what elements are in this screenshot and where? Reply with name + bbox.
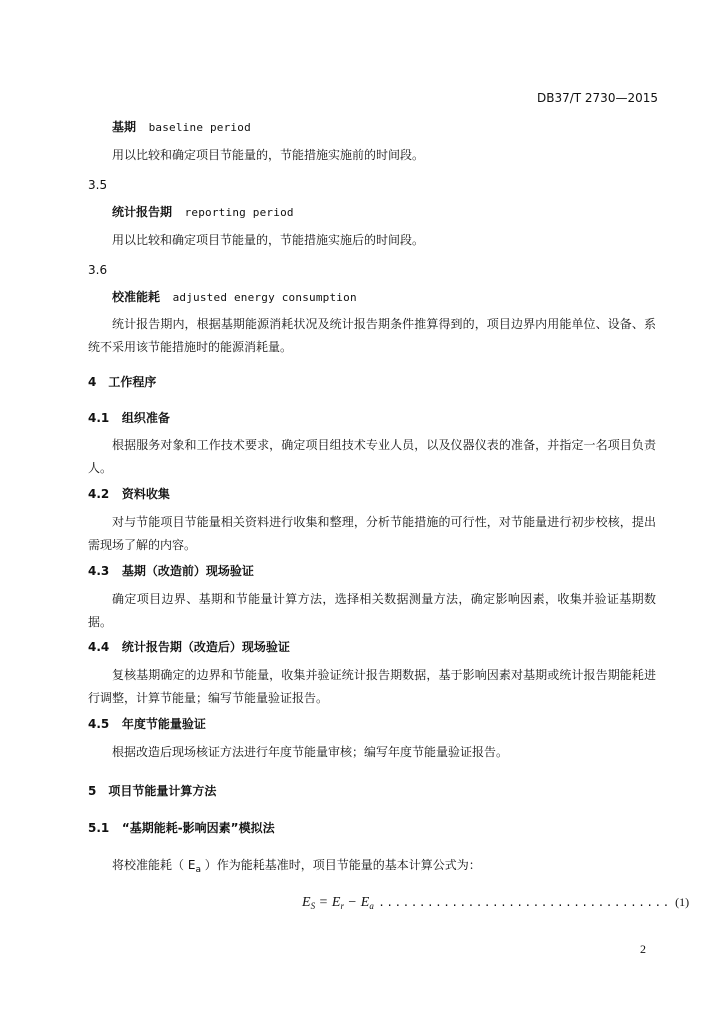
formula-subscript: S xyxy=(310,901,316,911)
clause-title: 资料收集 xyxy=(121,487,170,501)
clause-heading xyxy=(88,820,275,836)
term-adjusted-definition: 统计报告期内，根据基期能源消耗状况及统计报告期条件推算得到的，项目边界内用能单位、设备、系统不采用该节能措施时的能源消耗量。 xyxy=(88,317,656,354)
clause-title: 年度节能量验证 xyxy=(121,717,206,731)
clause-body: 对与节能项目节能量相关资料进行收集和整理，分析节能措施的可行性，对节能量进行初步校核，提出需现场了解的内容。 xyxy=(88,515,656,552)
term-title-en: reporting period xyxy=(184,206,294,219)
clause-heading xyxy=(88,410,170,426)
term-baseline-definition: 用以比较和确定项目节能量的，节能措施实施前的时间段。 xyxy=(112,148,425,162)
section-heading: 4 工作程序 xyxy=(88,375,157,389)
clause-number: 4.1 xyxy=(88,411,110,425)
formula-symbol: E xyxy=(360,895,370,910)
formula-line xyxy=(302,892,689,913)
clause-number: 4.2 xyxy=(88,487,110,501)
formula-subscript: r xyxy=(340,901,344,911)
formula-symbol: E xyxy=(331,895,341,910)
term-title-zh: 统计报告期 xyxy=(112,205,173,219)
clause-heading xyxy=(88,486,170,502)
clause-number: 4.4 xyxy=(88,640,110,654)
formula-leader-dots: .................................... xyxy=(378,896,671,909)
clause-body: 复核基期确定的边界和节能量，收集并验证统计报告期数据，基于影响因素对基期或统计报告期能耗进行调整，计算节能量；编写节能量验证报告。 xyxy=(88,668,656,705)
formula-number: (1) xyxy=(675,895,690,909)
term-title-zh: 校准能耗 xyxy=(112,290,161,304)
symbol: E xyxy=(187,858,196,872)
intro-text: 将校准能耗（ xyxy=(112,858,185,872)
formula-operator: − xyxy=(348,895,357,910)
symbol-subscript: a xyxy=(195,865,201,875)
clause-body: 确定项目边界、基期和节能量计算方法，选择相关数据测量方法，确定影响因素，收集并验证基期数据。 xyxy=(88,592,656,629)
clause-title: 基期（改造前）现场验证 xyxy=(121,564,254,578)
clause-heading xyxy=(88,563,254,579)
term-number: 3.5 xyxy=(88,178,108,192)
clause-body: 根据服务对象和工作技术要求，确定项目组技术专业人员，以及仪器仪表的准备，并指定一名项目负责人。 xyxy=(88,438,656,475)
formula-symbol: E xyxy=(302,895,311,910)
term-adjusted-title xyxy=(112,289,357,306)
term-title-en: baseline period xyxy=(148,121,251,134)
term-baseline-title xyxy=(112,119,251,136)
page-number: 2 xyxy=(640,942,646,956)
formula-intro xyxy=(112,857,481,875)
clause-title: 组织准备 xyxy=(121,411,170,425)
clause-title: 统计报告期（改造后）现场验证 xyxy=(121,640,290,654)
term-title-zh: 基期 xyxy=(112,120,137,134)
clause-body: 根据改造后现场核证方法进行年度节能量审核；编写年度节能量验证报告。 xyxy=(112,745,509,759)
clause-title: “基期能耗-影响因素”模拟法 xyxy=(121,821,275,835)
clause-heading xyxy=(88,639,290,655)
clause-number: 4.5 xyxy=(88,717,110,731)
term-title-en: adjusted energy consumption xyxy=(172,291,357,304)
section-heading: 5 项目节能量计算方法 xyxy=(88,784,217,798)
formula-subscript: a xyxy=(369,901,374,911)
term-number: 3.6 xyxy=(88,263,108,277)
doc-code: DB37/T 2730—2015 xyxy=(536,91,658,105)
term-reporting-title xyxy=(112,204,294,221)
formula-operator: = xyxy=(319,895,328,910)
clause-number: 5.1 xyxy=(88,821,110,835)
clause-number: 4.3 xyxy=(88,564,110,578)
term-reporting-definition: 用以比较和确定项目节能量的，节能措施实施后的时间段。 xyxy=(112,233,425,247)
intro-text: ）作为能耗基准时，项目节能量的基本计算公式为： xyxy=(204,858,481,872)
clause-heading xyxy=(88,716,206,732)
